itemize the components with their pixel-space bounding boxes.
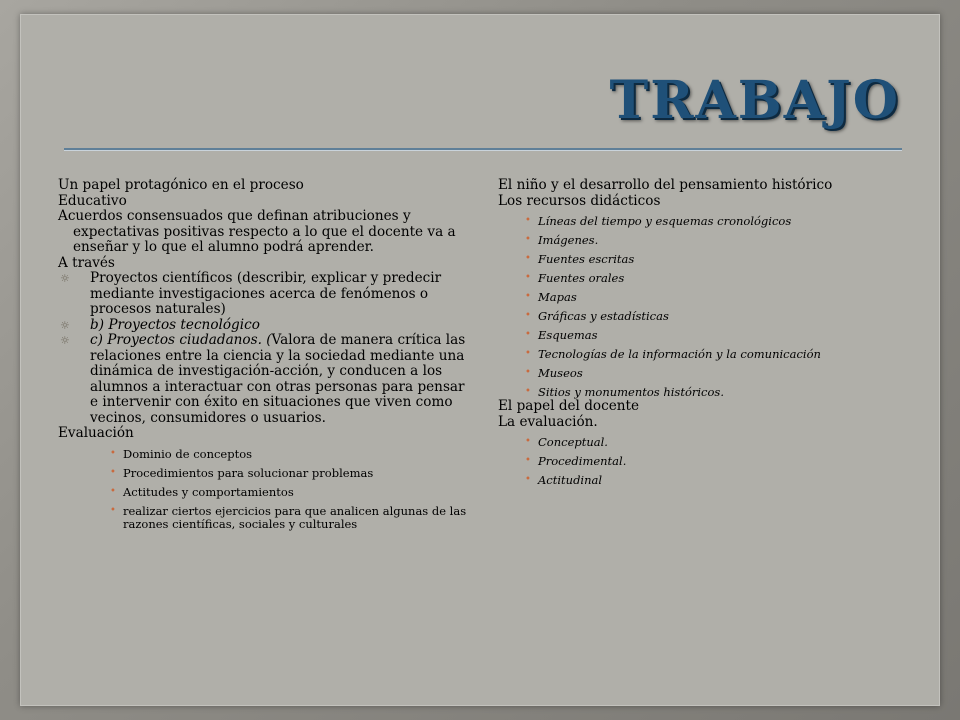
resource-text: Fuentes orales bbox=[538, 271, 625, 285]
resource-text: Fuentes escritas bbox=[538, 252, 635, 266]
evaluation-item bbox=[58, 486, 470, 499]
heading-evaluation: La evaluación. bbox=[498, 413, 598, 430]
evaluation-item-text: Dominio de conceptos bbox=[123, 446, 253, 461]
resource-text: Sitios y monumentos históricos. bbox=[538, 385, 724, 399]
resource-item bbox=[498, 348, 898, 361]
resource-text: Tecnologías de la información y la comunicación bbox=[538, 347, 821, 361]
project-text-italic: c) Proyectos ciudadanos. ( bbox=[90, 332, 272, 348]
sun-bullet-icon: ☼ bbox=[60, 272, 70, 285]
evaluation-heading: Evaluación bbox=[58, 425, 134, 441]
project-text: b) Proyectos tecnológico bbox=[90, 316, 260, 333]
dot-bullet-icon: • bbox=[110, 504, 116, 516]
right-column bbox=[498, 178, 898, 487]
resource-text: Líneas del tiempo y esquemas cronológicos bbox=[538, 214, 792, 228]
dot-bullet-icon: • bbox=[110, 485, 116, 497]
heading-teacher-role: El papel del docente bbox=[498, 398, 640, 414]
resource-item bbox=[498, 367, 898, 380]
title-divider bbox=[64, 148, 902, 150]
resource-item bbox=[498, 215, 898, 228]
evaluation-item-text: Actitudes y comportamientos bbox=[123, 484, 294, 499]
dot-bullet-icon: • bbox=[525, 310, 531, 321]
resource-item bbox=[498, 386, 898, 399]
evaluation-item-text: realizar ciertos ejercicios para que analicen algunas de las razones científicas, sociales y culturales bbox=[123, 503, 467, 531]
dot-bullet-icon: • bbox=[525, 367, 531, 378]
evaluation-type-text: Actitudinal bbox=[538, 473, 603, 487]
evaluation-type-item bbox=[498, 455, 898, 468]
dot-bullet-icon: • bbox=[525, 234, 531, 245]
heading-resources: Los recursos didácticos bbox=[498, 192, 661, 209]
heading-child-history: El niño y el desarrollo del pensamiento histórico bbox=[498, 177, 833, 193]
resource-item bbox=[498, 329, 898, 342]
dot-bullet-icon: • bbox=[525, 291, 531, 302]
project-text-rest: Valora de manera crítica las relaciones entre la ciencia y la sociedad mediante una dinámica de investigación-acción, y conducen a los alumnos a interactuar con otras personas para pensar e intervenir con éxito en situaciones que viven como vecinos, consumidores o usuarios. bbox=[90, 332, 466, 426]
sun-bullet-icon: ☼ bbox=[60, 334, 70, 347]
evaluation-item bbox=[58, 505, 470, 531]
sun-bullet-icon: ☼ bbox=[60, 318, 70, 332]
evaluation-type-item bbox=[498, 436, 898, 449]
intro-line-1: Un papel protagónico en el proceso bbox=[58, 177, 304, 193]
resource-text: Imágenes. bbox=[538, 233, 599, 247]
slide-title: TRABAJO bbox=[609, 70, 900, 131]
dot-bullet-icon: • bbox=[525, 348, 531, 359]
resource-text: Mapas bbox=[538, 290, 577, 304]
dot-bullet-icon: • bbox=[525, 253, 531, 264]
evaluation-type-text: Procedimental. bbox=[538, 454, 627, 468]
through-label: A través bbox=[58, 254, 115, 271]
dot-bullet-icon: • bbox=[525, 455, 531, 466]
dot-bullet-icon: • bbox=[525, 436, 531, 447]
agreements-text: Acuerdos consensuados que definan atribuciones y expectativas positivas respecto a lo que el docente va a enseñar y lo que el alumno podrá aprender. bbox=[58, 208, 456, 255]
dot-bullet-icon: • bbox=[525, 329, 531, 340]
evaluation-type-item bbox=[498, 474, 898, 487]
dot-bullet-icon: • bbox=[525, 386, 531, 397]
project-item-technology bbox=[58, 318, 470, 334]
intro-line-2: Educativo bbox=[58, 192, 127, 209]
resource-item bbox=[498, 310, 898, 323]
resource-item bbox=[498, 234, 898, 247]
resource-item bbox=[498, 291, 898, 304]
evaluation-item bbox=[58, 448, 470, 461]
dot-bullet-icon: • bbox=[110, 447, 116, 459]
resource-text: Esquemas bbox=[538, 328, 598, 342]
evaluation-item bbox=[58, 467, 470, 480]
evaluation-item-text: Procedimientos para solucionar problemas bbox=[123, 465, 374, 480]
project-item-science bbox=[58, 271, 470, 318]
evaluation-type-text: Conceptual. bbox=[538, 435, 608, 449]
resource-item bbox=[498, 253, 898, 266]
left-column bbox=[58, 178, 470, 531]
project-item-citizen bbox=[58, 333, 470, 426]
resource-text: Museos bbox=[538, 366, 583, 380]
resource-text: Gráficas y estadísticas bbox=[538, 309, 669, 323]
resource-item bbox=[498, 272, 898, 285]
dot-bullet-icon: • bbox=[110, 466, 116, 478]
dot-bullet-icon: • bbox=[525, 272, 531, 283]
dot-bullet-icon: • bbox=[525, 215, 531, 226]
project-text: Proyectos científicos (describir, explicar y predecir mediante investigaciones acerca de fenómenos o procesos naturales) bbox=[90, 270, 442, 317]
dot-bullet-icon: • bbox=[525, 474, 531, 485]
